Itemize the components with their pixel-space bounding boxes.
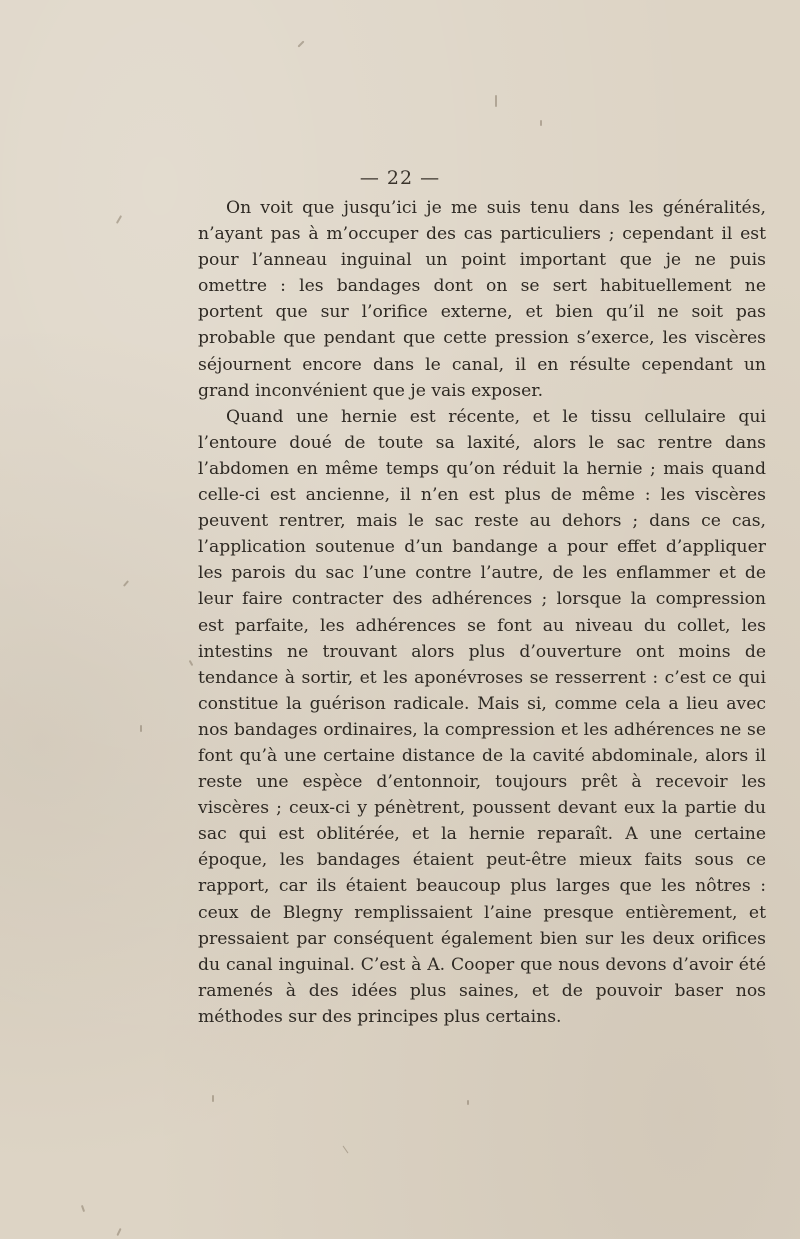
body-text [198,195,766,1030]
paragraph: Quand une hernie est récente, et le tissu cellulaire qui l’entoure doué de toute sa laxité, alors le sac rentre dans l’abdomen en même temps qu’on réduit la hernie ; mais quand celle-ci est ancienne, il n’en est plus de même : les viscères peuvent rentrer, mais le sac reste au dehors ; dans ce cas, l’application soutenue d’un bandange a pour effet d’appliquer les parois du sac l’une contre l’autre, de les enflammer et de leur faire contracter des adhérences ; lorsque la compression est parfaite, les adhérences se font au niveau du collet, les intestins ne trouvant alors plus d’ouverture ont moins de tendance à sortir, et les aponévroses se resserrent : c’est ce qui constitue la guérison radicale. Mais si, comme cela a lieu avec nos bandages ordinaires, la compression et les adhérences ne se font qu’à une certaine distance de la cavité abdominale, alors il reste une espèce d’entonnoir, toujours prêt à recevoir les viscères ; ceux-ci y pénètrent, poussent devant eux la partie du sac qui est oblitérée, et la hernie reparaît. A une certaine époque, les bandages étaient peut-être mieux faits sous ce rapport, car ils étaient beaucoup plus larges que les nôtres : ceux de Blegny remplissaient l’aine presque entièrement, et pressaient par conséquent également bien sur les deux orifices du canal inguinal. C’est à A. Cooper que nous devons d’avoir été ramenés à des idées plus saines, et de pouvoir baser nos méthodes sur des principes plus certains. [198,406,766,1027]
page-number: — 22 — [359,167,441,189]
paragraph: On voit que jusqu’ici je me suis tenu dans les généralités, n’ayant pas à m’occuper des cas particuliers ; cependant il est pour l’anneau inguinal un point important que je ne puis omettre : les bandages dont on se sert habituellement ne portent que sur l’orifice externe, et bien qu’il ne soit pas probable que pendant que cette pression s’exerce, les viscères séjournent encore dans le canal, il en résulte cependant un grand inconvénient que je vais exposer. [198,198,766,401]
